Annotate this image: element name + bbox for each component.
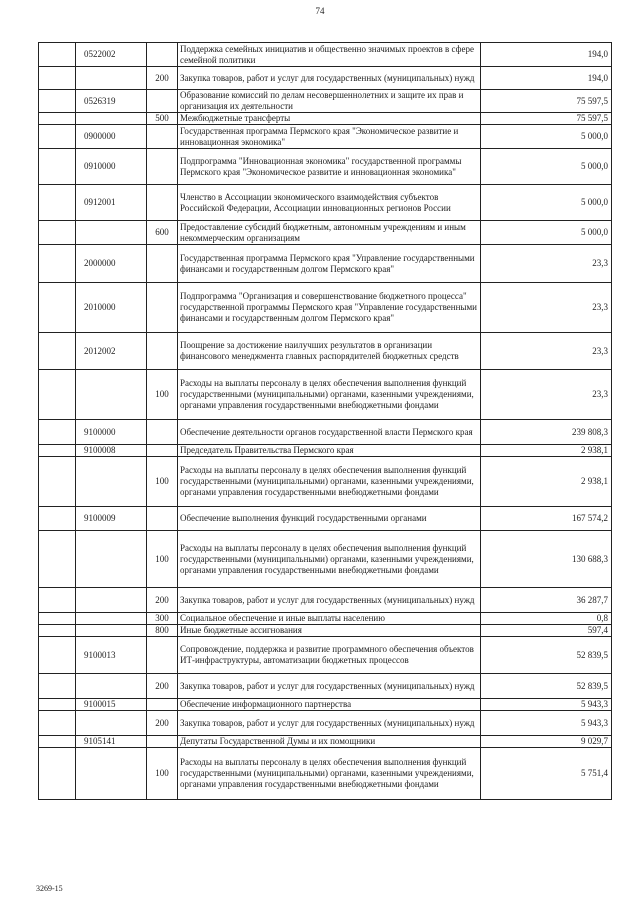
row-name: Председатель Правительства Пермского края	[178, 445, 481, 457]
row-code	[76, 67, 147, 90]
row-amount: 239 808,3	[481, 420, 612, 445]
row-code	[76, 457, 147, 507]
row-expense-type	[147, 507, 178, 531]
row-spacer-cell	[39, 370, 76, 420]
row-code	[76, 674, 147, 699]
row-spacer-cell	[39, 245, 76, 283]
row-code: 0912001	[76, 185, 147, 221]
row-spacer-cell	[39, 625, 76, 637]
row-code: 9100000	[76, 420, 147, 445]
row-code	[76, 370, 147, 420]
row-amount: 5 000,0	[481, 149, 612, 185]
row-spacer-cell	[39, 283, 76, 333]
row-amount: 194,0	[481, 67, 612, 90]
row-spacer-cell	[39, 420, 76, 445]
row-name: Закупка товаров, работ и услуг для государственных (муниципальных) нужд	[178, 674, 481, 699]
row-name: Поощрение за достижение наилучших результатов в организации финансового менеджмента главных распорядителей бюджетных средств	[178, 333, 481, 370]
page-number: 74	[315, 6, 325, 16]
row-amount: 130 688,3	[481, 531, 612, 588]
row-expense-type	[147, 185, 178, 221]
row-amount: 5 000,0	[481, 125, 612, 149]
row-code	[76, 625, 147, 637]
row-name: Депутаты Государственной Думы и их помощники	[178, 736, 481, 748]
row-code: 0910000	[76, 149, 147, 185]
row-amount: 2 938,1	[481, 445, 612, 457]
row-code	[76, 613, 147, 625]
row-code: 9100013	[76, 637, 147, 674]
table-row	[39, 125, 612, 149]
row-amount: 5 943,3	[481, 699, 612, 711]
row-expense-type	[147, 245, 178, 283]
row-expense-type	[147, 125, 178, 149]
row-amount: 23,3	[481, 283, 612, 333]
row-spacer-cell	[39, 149, 76, 185]
row-name: Обеспечение деятельности органов государственной власти Пермского края	[178, 420, 481, 445]
row-code: 2010000	[76, 283, 147, 333]
row-expense-type: 800	[147, 625, 178, 637]
row-expense-type: 200	[147, 674, 178, 699]
table-row	[39, 245, 612, 283]
row-spacer-cell	[39, 637, 76, 674]
table-row	[39, 711, 612, 736]
row-code: 9100008	[76, 445, 147, 457]
row-code: 2000000	[76, 245, 147, 283]
row-spacer-cell	[39, 221, 76, 245]
row-amount: 23,3	[481, 370, 612, 420]
row-name: Государственная программа Пермского края "Управление государственными финансами и государственным долгом Пермского края"	[178, 245, 481, 283]
row-expense-type	[147, 637, 178, 674]
row-amount: 194,0	[481, 43, 612, 67]
row-code: 9100015	[76, 699, 147, 711]
row-name: Обеспечение выполнения функций государственными органами	[178, 507, 481, 531]
row-spacer-cell	[39, 185, 76, 221]
table-row	[39, 457, 612, 507]
row-name: Социальное обеспечение и иные выплаты населению	[178, 613, 481, 625]
row-code: 0526319	[76, 90, 147, 113]
budget-table	[38, 42, 612, 800]
row-amount: 5 000,0	[481, 221, 612, 245]
row-name: Предоставление субсидий бюджетным, автономным учреждениям и иным некоммерческим организациям	[178, 221, 481, 245]
row-spacer-cell	[39, 748, 76, 800]
table-row	[39, 370, 612, 420]
row-expense-type: 100	[147, 457, 178, 507]
row-name: Закупка товаров, работ и услуг для государственных (муниципальных) нужд	[178, 711, 481, 736]
table-row	[39, 625, 612, 637]
row-spacer-cell	[39, 67, 76, 90]
table-row	[39, 613, 612, 625]
table-row	[39, 67, 612, 90]
row-name: Поддержка семейных инициатив и общественно значимых проектов в сфере семейной политики	[178, 43, 481, 67]
row-spacer-cell	[39, 125, 76, 149]
row-amount: 597,4	[481, 625, 612, 637]
row-amount: 0,8	[481, 613, 612, 625]
table-row	[39, 531, 612, 588]
row-name: Иные бюджетные ассигнования	[178, 625, 481, 637]
row-amount: 75 597,5	[481, 90, 612, 113]
row-code: 9105141	[76, 736, 147, 748]
row-name: Подпрограмма "Инновационная экономика" государственной программы Пермского края "Экономическое развитие и инновационная экономика"	[178, 149, 481, 185]
row-name: Расходы на выплаты персоналу в целях обеспечения выполнения функций государственными (муниципальными) органами, казенными учреждениями, органами управления государственными внебюджетными фондами	[178, 457, 481, 507]
row-name: Образование комиссий по делам несовершеннолетних и защите их прав и организация их деятельности	[178, 90, 481, 113]
budget-table-body	[39, 43, 612, 800]
table-row	[39, 283, 612, 333]
row-code	[76, 711, 147, 736]
row-expense-type: 200	[147, 711, 178, 736]
row-code	[76, 588, 147, 613]
row-name: Обеспечение информационного партнерства	[178, 699, 481, 711]
table-row	[39, 43, 612, 67]
row-code	[76, 113, 147, 125]
row-spacer-cell	[39, 457, 76, 507]
table-row	[39, 221, 612, 245]
row-expense-type	[147, 43, 178, 67]
row-amount: 5 000,0	[481, 185, 612, 221]
row-amount: 2 938,1	[481, 457, 612, 507]
row-name: Межбюджетные трансферты	[178, 113, 481, 125]
table-row	[39, 149, 612, 185]
row-name: Закупка товаров, работ и услуг для государственных (муниципальных) нужд	[178, 67, 481, 90]
row-amount: 36 287,7	[481, 588, 612, 613]
row-expense-type: 500	[147, 113, 178, 125]
row-spacer-cell	[39, 711, 76, 736]
row-expense-type: 200	[147, 588, 178, 613]
table-row	[39, 113, 612, 125]
row-spacer-cell	[39, 588, 76, 613]
row-amount: 9 029,7	[481, 736, 612, 748]
row-code	[76, 221, 147, 245]
table-row	[39, 588, 612, 613]
row-name: Государственная программа Пермского края "Экономическое развитие и инновационная экономика"	[178, 125, 481, 149]
row-name: Расходы на выплаты персоналу в целях обеспечения выполнения функций государственными (муниципальными) органами, казенными учреждениями, органами управления государственными внебюджетными фондами	[178, 370, 481, 420]
row-amount: 167 574,2	[481, 507, 612, 531]
row-amount: 23,3	[481, 245, 612, 283]
table-row	[39, 420, 612, 445]
row-amount: 52 839,5	[481, 674, 612, 699]
table-row	[39, 736, 612, 748]
row-expense-type	[147, 283, 178, 333]
document-code: 3269-15	[36, 884, 63, 893]
row-name: Сопровождение, поддержка и развитие программного обеспечения объектов ИТ-инфраструктуры, автоматизации бюджетных процессов	[178, 637, 481, 674]
table-row	[39, 333, 612, 370]
row-name: Расходы на выплаты персоналу в целях обеспечения выполнения функций государственными (муниципальными) органами, казенными учреждениями, органами управления государственными внебюджетными фондами	[178, 748, 481, 800]
row-expense-type	[147, 736, 178, 748]
row-expense-type	[147, 333, 178, 370]
row-spacer-cell	[39, 613, 76, 625]
table-row	[39, 748, 612, 800]
row-expense-type: 200	[147, 67, 178, 90]
row-spacer-cell	[39, 531, 76, 588]
row-expense-type: 100	[147, 531, 178, 588]
row-spacer-cell	[39, 333, 76, 370]
row-expense-type: 100	[147, 748, 178, 800]
row-name: Членство в Ассоциации экономического взаимодействия субъектов Российской Федерации, Ассоциации инновационных регионов России	[178, 185, 481, 221]
row-expense-type	[147, 699, 178, 711]
table-row	[39, 699, 612, 711]
row-expense-type	[147, 420, 178, 445]
row-amount: 5 943,3	[481, 711, 612, 736]
table-row	[39, 637, 612, 674]
row-expense-type	[147, 445, 178, 457]
row-name: Расходы на выплаты персоналу в целях обеспечения выполнения функций государственными (муниципальными) органами, казенными учреждениями, органами управления государственными внебюджетными фондами	[178, 531, 481, 588]
table-row	[39, 445, 612, 457]
row-code: 0900000	[76, 125, 147, 149]
row-spacer-cell	[39, 445, 76, 457]
row-spacer-cell	[39, 674, 76, 699]
row-expense-type	[147, 90, 178, 113]
row-code: 9100009	[76, 507, 147, 531]
row-spacer-cell	[39, 736, 76, 748]
row-spacer-cell	[39, 43, 76, 67]
table-row	[39, 507, 612, 531]
row-name: Закупка товаров, работ и услуг для государственных (муниципальных) нужд	[178, 588, 481, 613]
row-amount: 52 839,5	[481, 637, 612, 674]
row-spacer-cell	[39, 699, 76, 711]
row-expense-type: 300	[147, 613, 178, 625]
row-code	[76, 531, 147, 588]
row-code: 0522002	[76, 43, 147, 67]
row-amount: 75 597,5	[481, 113, 612, 125]
row-amount: 23,3	[481, 333, 612, 370]
row-code	[76, 748, 147, 800]
row-expense-type: 600	[147, 221, 178, 245]
row-expense-type: 100	[147, 370, 178, 420]
table-row	[39, 185, 612, 221]
row-amount: 5 751,4	[481, 748, 612, 800]
row-spacer-cell	[39, 113, 76, 125]
table-row	[39, 674, 612, 699]
row-name: Подпрограмма "Организация и совершенствование бюджетного процесса" государственной программы Пермского края "Управление государственными финансами и государственным долгом Пермского края"	[178, 283, 481, 333]
row-expense-type	[147, 149, 178, 185]
table-row	[39, 90, 612, 113]
row-code: 2012002	[76, 333, 147, 370]
row-spacer-cell	[39, 507, 76, 531]
row-spacer-cell	[39, 90, 76, 113]
